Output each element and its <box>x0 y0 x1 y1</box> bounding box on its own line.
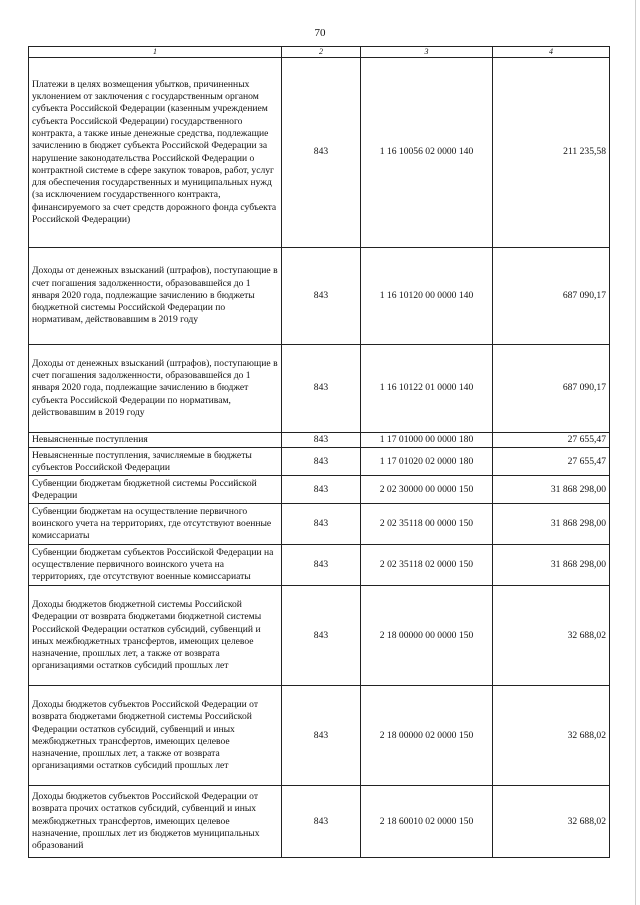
row-amount: 27 655,47 <box>493 433 610 448</box>
row-amount: 31 868 298,00 <box>493 504 610 545</box>
revenue-table <box>28 46 610 858</box>
table-row <box>29 476 610 504</box>
table-row <box>29 433 610 448</box>
row-admin-code: 843 <box>282 58 361 248</box>
row-name: Субвенции бюджетам бюджетной системы Российской Федерации <box>29 476 282 504</box>
row-admin-code: 843 <box>282 345 361 433</box>
table-row <box>29 248 610 345</box>
table-row <box>29 504 610 545</box>
row-admin-code: 843 <box>282 433 361 448</box>
row-amount: 27 655,47 <box>493 448 610 476</box>
header-col-1: 1 <box>29 47 282 58</box>
row-name: Невыясненные поступления, зачисляемые в бюджеты субъектов Российской Федерации <box>29 448 282 476</box>
row-budget-code: 2 18 00000 02 0000 150 <box>361 686 493 786</box>
header-col-3: 3 <box>361 47 493 58</box>
table-row <box>29 545 610 586</box>
row-name: Субвенции бюджетам на осуществление первичного воинского учета на территориях, где отсутствуют военные комиссариаты <box>29 504 282 545</box>
row-amount: 32 688,02 <box>493 586 610 686</box>
scan-edge-line <box>635 0 636 905</box>
row-budget-code: 2 18 60010 02 0000 150 <box>361 786 493 858</box>
row-name: Доходы бюджетов субъектов Российской Федерации от возврата прочих остатков субсидий, субвенций и иных межбюджетных трансфертов, имеющих целевое назначение, прошлых лет из бюджетов муниципальных образований <box>29 786 282 858</box>
row-name: Доходы от денежных взысканий (штрафов), поступающие в счет погашения задолженности, образовавшейся до 1 января 2020 года, подлежащие зачислению в бюджет субъекта Российской Федерации по нормативам, действовавшим в 2019 году <box>29 345 282 433</box>
row-amount: 687 090,17 <box>493 345 610 433</box>
row-admin-code: 843 <box>282 476 361 504</box>
row-admin-code: 843 <box>282 686 361 786</box>
row-budget-code: 2 18 00000 00 0000 150 <box>361 586 493 686</box>
row-name: Субвенции бюджетам субъектов Российской Федерации на осуществление первичного воинского учета на территориях, где отсутствуют военные комиссариаты <box>29 545 282 586</box>
row-admin-code: 843 <box>282 545 361 586</box>
header-col-2: 2 <box>282 47 361 58</box>
row-amount: 32 688,02 <box>493 786 610 858</box>
row-name: Платежи в целях возмещения убытков, причиненных уклонением от заключения с государственным органом субъекта Российской Федерации (казенным учреждением субъекта Российской Федерации) государственного контракта, а также иные денежные средства, подлежащие зачислению в бюджет субъекта Российской Федерации за нарушение законодательства Российской Федерации о контрактной системе в сфере закупок товаров, работ, услуг для обеспечения государственных и муниципальных нужд (за исключением государственного контракта, финансируемого за счет средств дорожного фонда субъекта Российской Федерации) <box>29 58 282 248</box>
row-name: Доходы от денежных взысканий (штрафов), поступающие в счет погашения задолженности, образовавшейся до 1 января 2020 года, подлежащие зачислению в бюджеты бюджетной системы Российской Федерации по нормативам, действовавшим в 2019 году <box>29 248 282 345</box>
row-name: Доходы бюджетов субъектов Российской Федерации от возврата бюджетами бюджетной системы Российской Федерации остатков субсидий, субвенций и иных межбюджетных трансфертов, имеющих целевое назначение, прошлых лет, а также от возврата организациями остатков субсидий прошлых лет <box>29 686 282 786</box>
row-amount: 31 868 298,00 <box>493 545 610 586</box>
row-budget-code: 2 02 35118 00 0000 150 <box>361 504 493 545</box>
header-col-4: 4 <box>493 47 610 58</box>
row-amount: 211 235,58 <box>493 58 610 248</box>
row-admin-code: 843 <box>282 504 361 545</box>
table-row <box>29 686 610 786</box>
row-budget-code: 1 16 10056 02 0000 140 <box>361 58 493 248</box>
row-admin-code: 843 <box>282 586 361 686</box>
row-budget-code: 1 16 10122 01 0000 140 <box>361 345 493 433</box>
table-row <box>29 345 610 433</box>
table-row <box>29 58 610 248</box>
table-row <box>29 786 610 858</box>
table-row <box>29 448 610 476</box>
row-amount: 31 868 298,00 <box>493 476 610 504</box>
page-number: 70 <box>314 27 326 39</box>
table-row <box>29 586 610 686</box>
row-budget-code: 1 17 01000 00 0000 180 <box>361 433 493 448</box>
row-budget-code: 2 02 30000 00 0000 150 <box>361 476 493 504</box>
row-budget-code: 1 16 10120 00 0000 140 <box>361 248 493 345</box>
row-admin-code: 843 <box>282 448 361 476</box>
row-name: Доходы бюджетов бюджетной системы Российской Федерации от возврата бюджетами бюджетной системы Российской Федерации остатков субсидий, субвенций и иных межбюджетных трансфертов, имеющих целевое назначение, прошлых лет, а также от возврата организациями остатков субсидий прошлых лет <box>29 586 282 686</box>
row-budget-code: 2 02 35118 02 0000 150 <box>361 545 493 586</box>
row-admin-code: 843 <box>282 786 361 858</box>
row-admin-code: 843 <box>282 248 361 345</box>
row-amount: 687 090,17 <box>493 248 610 345</box>
table-header-row <box>29 47 610 58</box>
row-name: Невыясненные поступления <box>29 433 282 448</box>
row-amount: 32 688,02 <box>493 686 610 786</box>
row-budget-code: 1 17 01020 02 0000 180 <box>361 448 493 476</box>
